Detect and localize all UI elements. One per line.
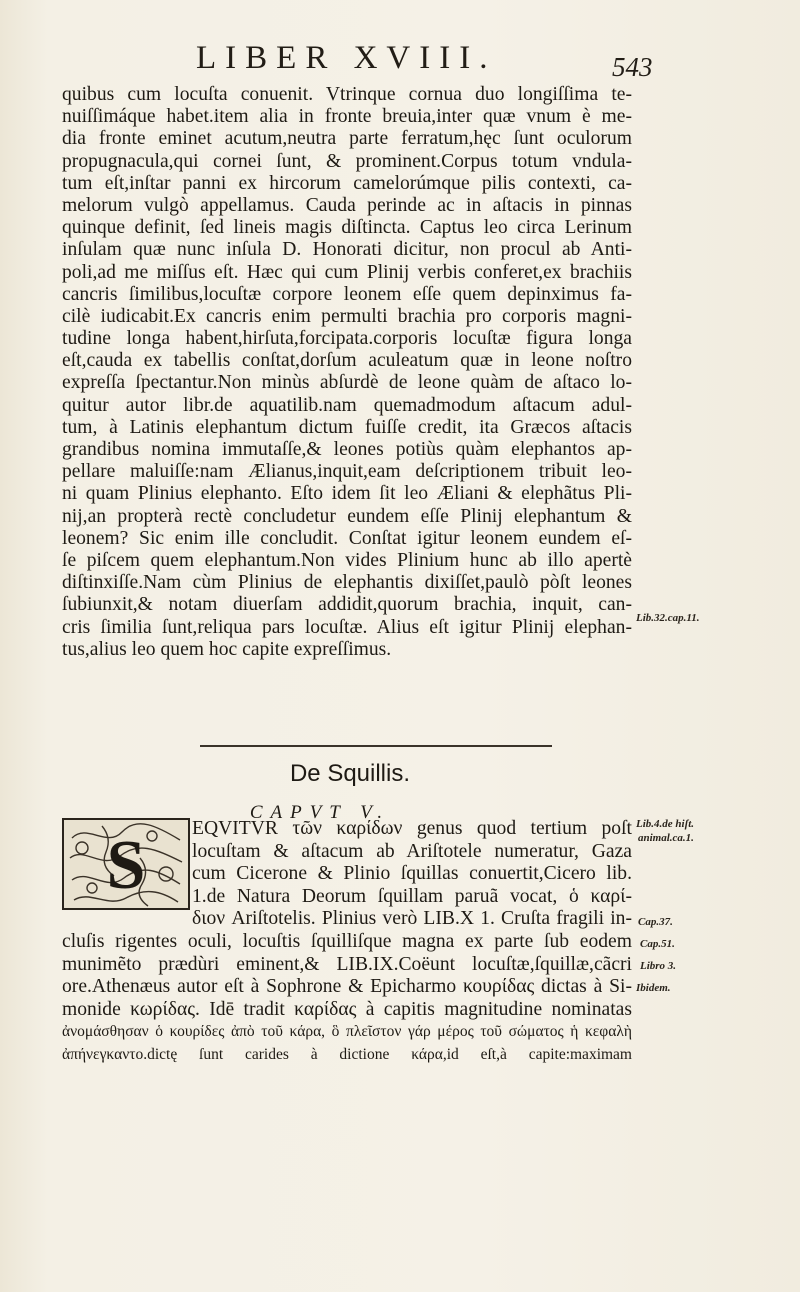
text-line: pellare maluiſſe:nam Ælianus,inquit,eam deſcriptionem tribuit leo- [62, 461, 632, 483]
text-line: 1.de Natura Deorum ſquillam paruã vocat, ὁ καρί- [192, 885, 632, 907]
margin-note-reference: animal.ca.1. [638, 832, 694, 844]
text-line: grandibus nomina immutaſſe,& leones potiùs quàm elephantos ap- [62, 439, 632, 460]
text-line: poli,ad me miſſus eſt. Hæc qui cum Plinij verbis conferet,ex brachiis [62, 261, 632, 283]
section-divider [200, 745, 552, 747]
text-line: expreſſa ſpectantur.Non minùs abſurdè de leone quàm de aſtaco lo- [62, 372, 632, 394]
text-line: dia fronte eminet acutum,neutra parte ferratum,hęc ſunt oculorum [62, 128, 632, 150]
text-line: ſe piſcem quem elephantum.Non vides Plinium hunc ab illo apertè [62, 549, 632, 571]
text-line: nij,an propterà rectè concludetur eundem eſſe Plinij elephantum & [62, 505, 632, 527]
text-line: ni quam Plinius elephanto. Eſto idem ſit leo Æliani & elephãtus Pli- [62, 483, 632, 505]
text-line: leonem? Sic enim ille concludit. Conſtat igitur leonem eundem eſ- [62, 527, 632, 549]
text-line: nuiſſimáque habet.item alia in fronte breuia,inter quæ vnum è me- [62, 106, 632, 128]
chapter-heading: CAPVT V. [249, 802, 391, 823]
margin-note-reference: Ibidem. [636, 982, 671, 994]
text-line: ſubiunxit,& notam diuerſam addidit,quorum brachia, inquit, can- [62, 594, 632, 616]
text-line: cilè iudicabit.Ex cancris enim permulti brachia pro corporis magni- [62, 305, 632, 327]
text-line: cancris ſimilibus,locuſtæ corpore leonem eſſe quem depinximus fa- [62, 283, 632, 305]
text-line: ore.Athenæus autor eſt à Sophrone & Epicharmo κουρίδας dictas à Si- [62, 976, 632, 998]
text-line: monide κωρίδας. Idē tradit καρίδας à capitis magnitudine nominatas [62, 998, 632, 1020]
section-title: De Squillis. [289, 760, 411, 787]
page-number: 543 [612, 52, 653, 82]
text-line: διον Ariſtotelis. Plinius verò LIB.X 1. Cruſta fragili in- [192, 908, 632, 930]
text-line: locuſtam & aſtacum ab Ariſtotele numeratur, Gaza [192, 840, 632, 862]
running-head: LIBER XVIII. [196, 40, 497, 76]
text-line: tudine longa habent,hirſuta,forcipata.corporis locuſtæ figura longa [62, 328, 632, 350]
upper-paragraph [62, 84, 632, 661]
text-line: quitur autor libr.de aquatilib.nam quemadmodum aſtacum adul- [62, 394, 632, 416]
lower-paragraph [62, 818, 632, 1067]
text-line: cum Cicerone & Plinio ſquillas conuertit,Cicero lib. [192, 863, 632, 885]
margin-note-reference: Lib.32.cap.11. [636, 612, 700, 624]
margin-note-reference: Cap.51. [640, 938, 675, 950]
svg-text:S: S [106, 827, 146, 904]
text-line: quinque definit, ſed lineis magis diſtincta. Captus leo circa Lerinum [62, 217, 632, 239]
text-line: eſt,cauda ex tabellis conſtat,dorſum aculeatum quæ in leone noſtro [62, 350, 632, 372]
text-line: tus,alius leo quem hoc capite expreſſimus. [62, 638, 392, 660]
text-line: propugnacula,qui cornei ſunt, & prominent.Corpus totum vndula- [62, 150, 632, 172]
text-line: cluſis rigentes oculi, locuſtis ſquilliſque magna ex parte ſub eodem [62, 930, 632, 952]
text-line: melorum vulgò appellamus. Cauda perinde ac in aſtacis in pinnas [62, 194, 632, 216]
text-line: diſtinxiſſe.Nam cùm Plinius de elephantis dixiſſet,paulò pòſt leones [62, 572, 632, 594]
text-line: quibus cum locuſta conuenit. Vtrinque cornua duo longiſſima te- [62, 84, 632, 105]
text-line: munimẽto prædùri eminent,& LIB.IX.Coëunt locuſtæ,ſquillæ,cãcri [62, 953, 632, 975]
margin-note-reference: Cap.37. [638, 916, 673, 928]
text-line: ἀπήνεγκαντο.dictę ſunt carides à dictione κάρα,id eſt,à capite:maximam [62, 1045, 632, 1063]
margin-note-reference: Lib.4.de hiſt. [636, 818, 695, 830]
text-line: cris ſimilia ſunt,reliqua pars locuſtæ. Alius eſt igitur Plinij elephan- [62, 616, 632, 638]
margin-note-reference: Libro 3. [640, 960, 677, 972]
text-line: inſulam quæ nunc inſula D. Honorati dicitur, non procul ab Anti- [62, 239, 632, 261]
text-line: tum eſt,inſtar panni ex hircorum camelorúmque pilis contexti, ca- [62, 172, 632, 194]
text-line: ἀνομάσθησαν ὁ κουρίδες ἀπὸ τοῦ κάρα, ὃ πλεῖστον γάρ μέρος τοῦ σώματος ἡ κεφαλὴ [62, 1023, 632, 1041]
text-line: tum, à Latinis elephantum dictum fuiſſe credit, ita Græcos aſtacis [62, 416, 632, 438]
text-line: EQVITVR τῶν καρίδων genus quod tertium poſt [192, 818, 632, 839]
